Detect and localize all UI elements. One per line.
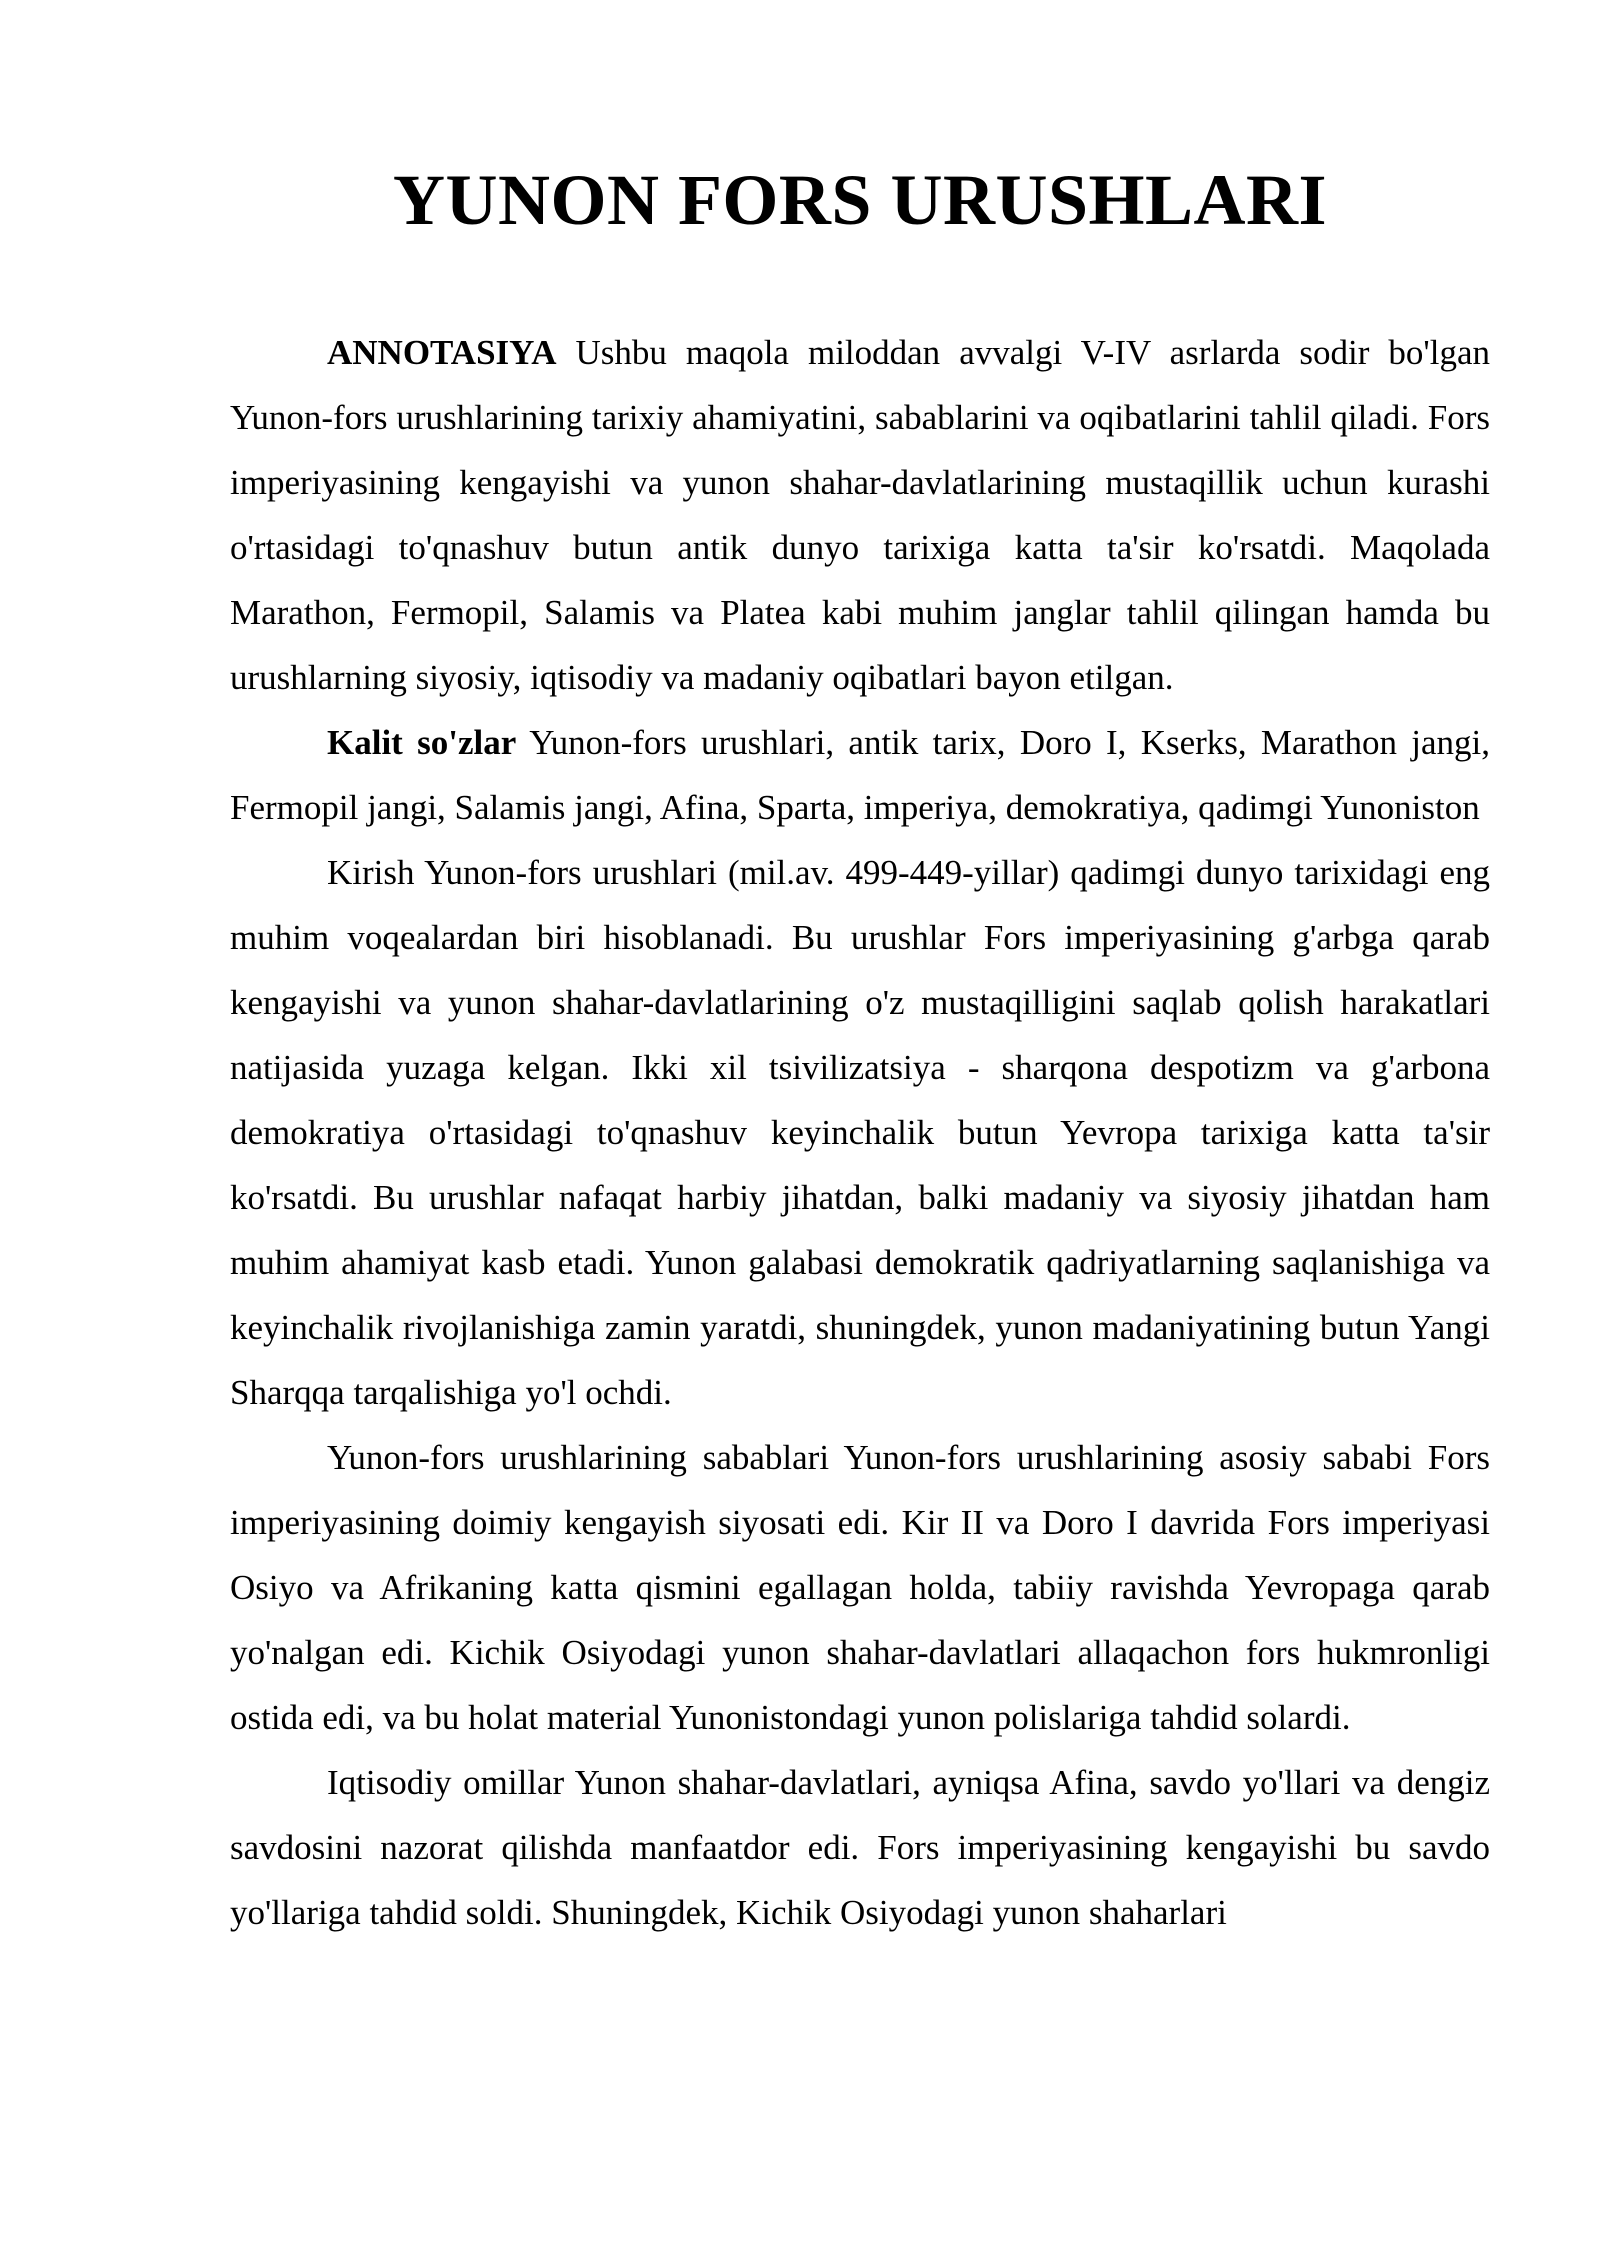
paragraph-introduction: Kirish Yunon-fors urushlari (mil.av. 499-449-yillar) qadimgi dunyo tarixidagi eng muhim voqealardan biri hisoblanadi. Bu urushlar Fors imperiyasining g'arbga qarab kengayishi va yunon shahar-davlatlarining o'z mustaqilligini saqlab qolish harakatlari natijasida yuzaga kelgan. Ikki xil tsivilizatsiya - sharqona despotizm va g'arbona demokratiya o'rtasidagi to'qnashuv keyinchalik butun Yevropa tarixiga katta ta'sir ko'rsatdi. Bu urushlar nafaqat harbiy jihatdan, balki madaniy va siyosiy jihatdan ham muhim ahamiyat kasb etadi. Yunon galabasi demokratik qadriyatlarning saqlanishiga va keyinchalik rivojlanishiga zamin yaratdi, shuningdek, yunon madaniyatining butun Yangi Sharqqa tarqalishiga yo'l ochdi.	[230, 853, 1490, 1412]
keywords-text: Yunon-fors urushlari, antik tarix, Doro I, Kserks, Marathon jangi, Fermopil jangi, Salamis jangi, Afina, Sparta, imperiya, demokratiya, qadimgi Yunoniston	[230, 723, 1490, 827]
keywords-label: Kalit so'zlar	[327, 723, 517, 762]
paragraph-keywords	[230, 710, 1490, 840]
paragraph-causes: Yunon-fors urushlarining sabablari Yunon-fors urushlarining asosiy sababi Fors imperiyasining doimiy kengayish siyosati edi. Kir II va Doro I davrida Fors imperiyasi Osiyo va Afrikaning katta qismini egallagan holda, tabiiy ravishda Yevropaga qarab yo'nalgan edi. Kichik Osiyodagi yunon shahar-davlatlari allaqachon fors hukmronligi ostida edi, va bu holat material Yunonistondagi yunon polislariga tahdid solardi.	[230, 1438, 1490, 1737]
paragraph-economic-factors: Iqtisodiy omillar Yunon shahar-davlatlari, ayniqsa Afina, savdo yo'llari va dengiz savdosini nazorat qilishda manfaatdor edi. Fors imperiyasining kengayishi bu savdo yo'llariga tahdid soldi. Shuningdek, Kichik Osiyodagi yunon shaharlari	[230, 1763, 1490, 1932]
document-body	[230, 320, 1490, 1945]
annotation-label: ANNOTASIYA	[327, 333, 557, 372]
annotation-text: Ushbu maqola miloddan avvalgi V-IV asrlarda sodir bo'lgan Yunon-fors urushlarining tarixiy ahamiyatini, sabablarini va oqibatlarini tahlil qiladi. Fors imperiyasining kengayishi va yunon shahar-davlatlarining mustaqillik uchun kurashi o'rtasidagi to'qnashuv butun antik dunyo tarixiga katta ta'sir ko'rsatdi. Maqolada Marathon, Fermopil, Salamis va Platea kabi muhim janglar tahlil qilingan hamda bu urushlarning siyosiy, iqtisodiy va madaniy oqibatlari bayon etilgan.	[230, 333, 1490, 697]
paragraph-annotation	[230, 320, 1490, 710]
document-title: YUNON FORS URUSHLARI	[392, 160, 1328, 240]
